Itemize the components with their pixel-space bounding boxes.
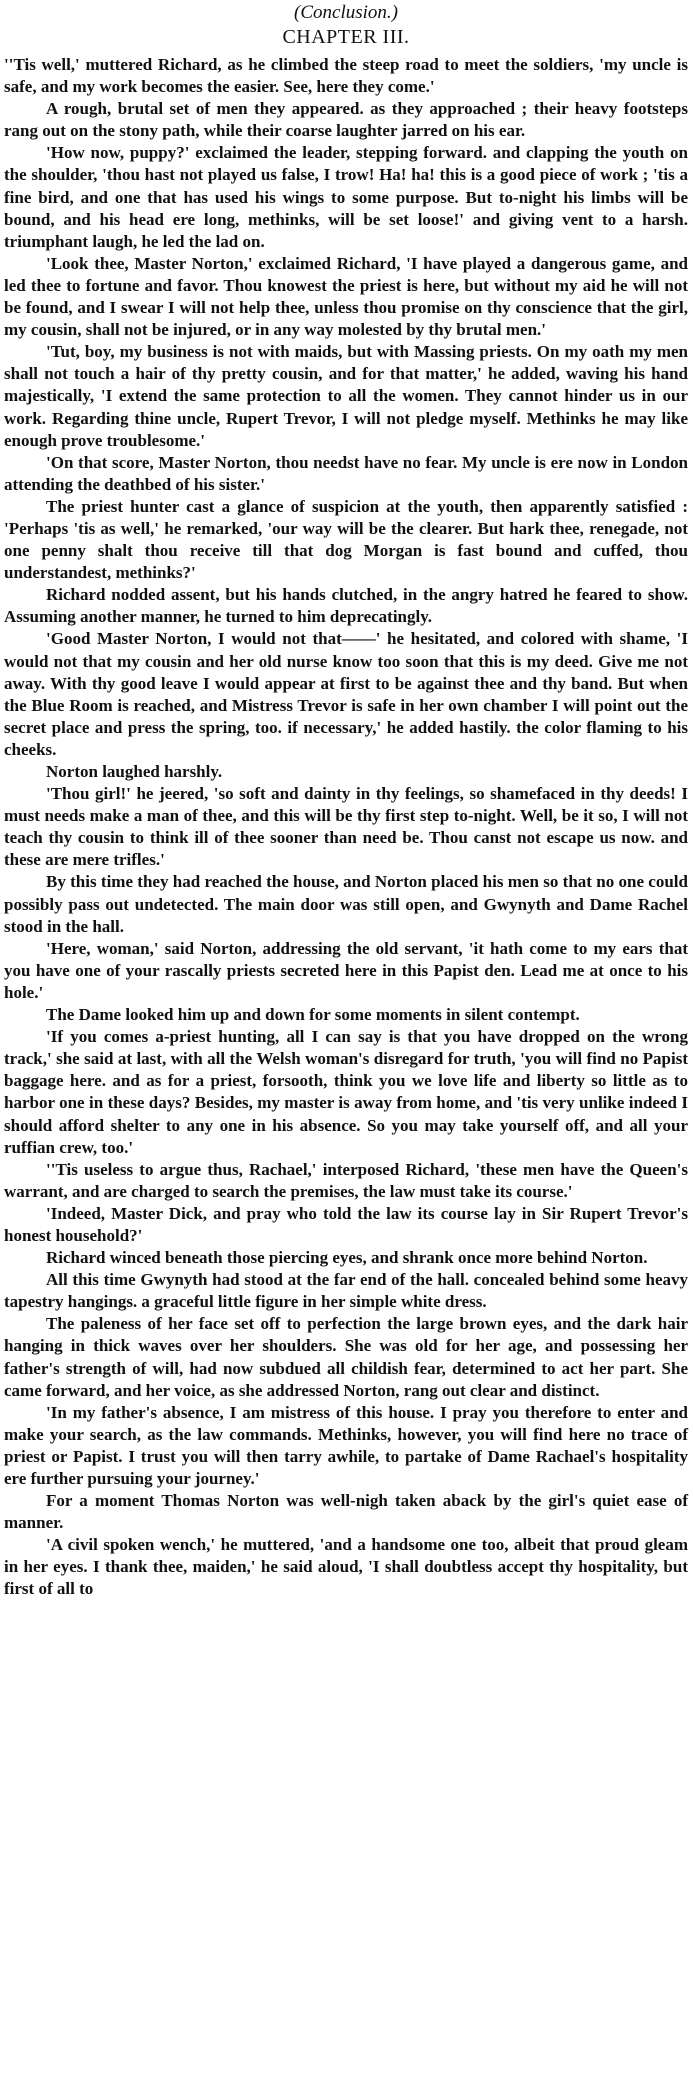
- paragraph: All this time Gwynyth had stood at the far end of the hall. concealed behind some heavy tapestry hangings. a graceful little figure in her simple white dress.: [4, 1270, 688, 1312]
- paragraph: 'Tut, boy, my business is not with maids, but with Massing priests. On my oath my men shall not touch a hair of thy pretty cousin, and for that matter,' he added, waving his hand majestically, 'I extend the same protection to all the women. They cannot hinder us in our work. Regarding thine uncle, Rupert Trevor, I will not pledge myself. Methinks he may like enough prove troublesome.': [4, 342, 688, 450]
- paragraph: 'How now, puppy?' exclaimed the leader, stepping forward. and clapping the youth on the shoulder, 'thou hast not played us false, I trow! Ha! ha! this is a good piece of work ; 'tis a fine bird, and one that has used his wings to some purpose. But to-night his limbs will be bound, and his head ere long, methinks, will be set loose!' and giving vent to a harsh. triumphant laugh, he led the lad on.: [4, 143, 688, 251]
- paragraph: The Dame looked him up and down for some moments in silent contempt.: [46, 1005, 580, 1025]
- paragraph: 'In my father's absence, I am mistress of this house. I pray you therefore to enter and make your search, as the law commands. Methinks, however, you will find here no trace of priest or Papist. I trust you will then tarry awhile, to partake of Dame Rachael's hospitality ere further pursuing your journey.': [4, 1402, 688, 1488]
- paragraph: 'A civil spoken wench,' he muttered, 'and a handsome one too, albeit that proud gleam in her eyes. I thank thee, maiden,' he said aloud, 'I shall doubtless accept thy hospitality, but first of all to: [4, 1535, 688, 1599]
- paragraph: 'If you comes a-priest hunting, all I can say is that you have dropped on the wrong track,' she said at last, with all the Welsh woman's disregard for truth, 'you will find no Papist baggage here. and as for a priest, forsooth, think you we love life and liberty so little as to harbor one in these days? Besides, my master is away from home, and 'tis very unlike indeed I should afford shelter to any one in his absence. So you may take yourself off, and all your ruffian crew, too.': [4, 1027, 688, 1157]
- paragraph: For a moment Thomas Norton was well-nigh taken aback by the girl's quiet ease of manner.: [4, 1491, 688, 1533]
- paragraph: 'On that score, Master Norton, thou needst have no fear. My uncle is ere now in London attending the deathbed of his sister.': [4, 452, 688, 494]
- paragraph: Richard winced beneath those piercing eyes, and shrank once more behind Norton.: [46, 1248, 648, 1268]
- paragraph: 'Look thee, Master Norton,' exclaimed Richard, 'I have played a dangerous game, and led thee to fortune and favor. Thou knowest the priest is here, but without my aid he will not be found, and I swear I will not help thee, unless thou promise on thy conscience that the girl, my cousin, shall not be injured, or in any way molested by thy brutal men.': [4, 253, 688, 340]
- paragraph: A rough, brutal set of men they appeared. as they approached ; their heavy footsteps rang out on the stony path, while their coarse laughter jarred on his ear.: [4, 99, 688, 141]
- paragraph: 'Good Master Norton, I would not that——' he hesitated, and colored with shame, 'I would not that my cousin and her old nurse know too soon that this is my deed. Give me not away. With thy good leave I would appear at first to be against thee and thy band. But when the Blue Room is reached, and Mistress Trevor is safe in her own chamber I will point out the secret place and press the spring, too. if necessary,' he added hastily. the color flaming to his cheeks.: [4, 629, 688, 759]
- document-page: [4, 2, 688, 1601]
- paragraph: 'Thou girl!' he jeered, 'so soft and dainty in thy feelings, so shamefaced in thy deeds! I must needs make a man of thee, and this will be thy first step to-night. Well, be it so, I will not teach thy cousin to think ill of thee sooner than need be. Thou canst not escape us now. and these are mere trifles.': [4, 784, 688, 870]
- paragraph: The paleness of her face set off to perfection the large brown eyes, and the dark hair hanging in thick waves over her shoulders. She was old for her age, and possessing her father's strength of will, had now subdued all childish fear, determined to act her part. She came forward, and her voice, as she addressed Norton, rang out clear and distinct.: [4, 1314, 688, 1400]
- paragraph: Richard nodded assent, but his hands clutched, in the angry hatred he feared to show. Assuming another manner, he turned to him deprecatingly.: [4, 585, 688, 627]
- chapter-heading: CHAPTER III.: [282, 26, 410, 48]
- paragraph: 'Indeed, Master Dick, and pray who told the law its course lay in Sir Rupert Trevor's honest household?': [4, 1203, 688, 1245]
- paragraph: 'Here, woman,' said Norton, addressing the old servant, 'it hath come to my ears that you have one of your rascally priests secreted here in this Papist den. Lead me at once to his hole.': [4, 938, 688, 1002]
- paragraph: ''Tis useless to argue thus, Rachael,' interposed Richard, 'these men have the Queen's warrant, and are charged to search the premises, the law must take its course.': [4, 1159, 688, 1201]
- chapter-body: [4, 54, 688, 1601]
- paragraph: ''Tis well,' muttered Richard, as he climbed the steep road to meet the soldiers, 'my uncle is safe, and my work becomes the easier. See, here they come.': [4, 55, 688, 97]
- conclusion-label: (Conclusion.): [294, 2, 398, 23]
- paragraph: Norton laughed harshly.: [46, 762, 223, 781]
- paragraph: The priest hunter cast a glance of suspicion at the youth, then apparently satisfied : 'Perhaps 'tis as well,' he remarked, 'our way will be the clearer. But hark thee, renegade, not one penny shalt thou receive till that dog Morgan is fast bound and cuffed, thou understandest, methinks?': [4, 496, 688, 583]
- paragraph: By this time they had reached the house, and Norton placed his men so that no one could possibly pass out undetected. The main door was still open, and Gwynyth and Dame Rachel stood in the hall.: [4, 872, 688, 936]
